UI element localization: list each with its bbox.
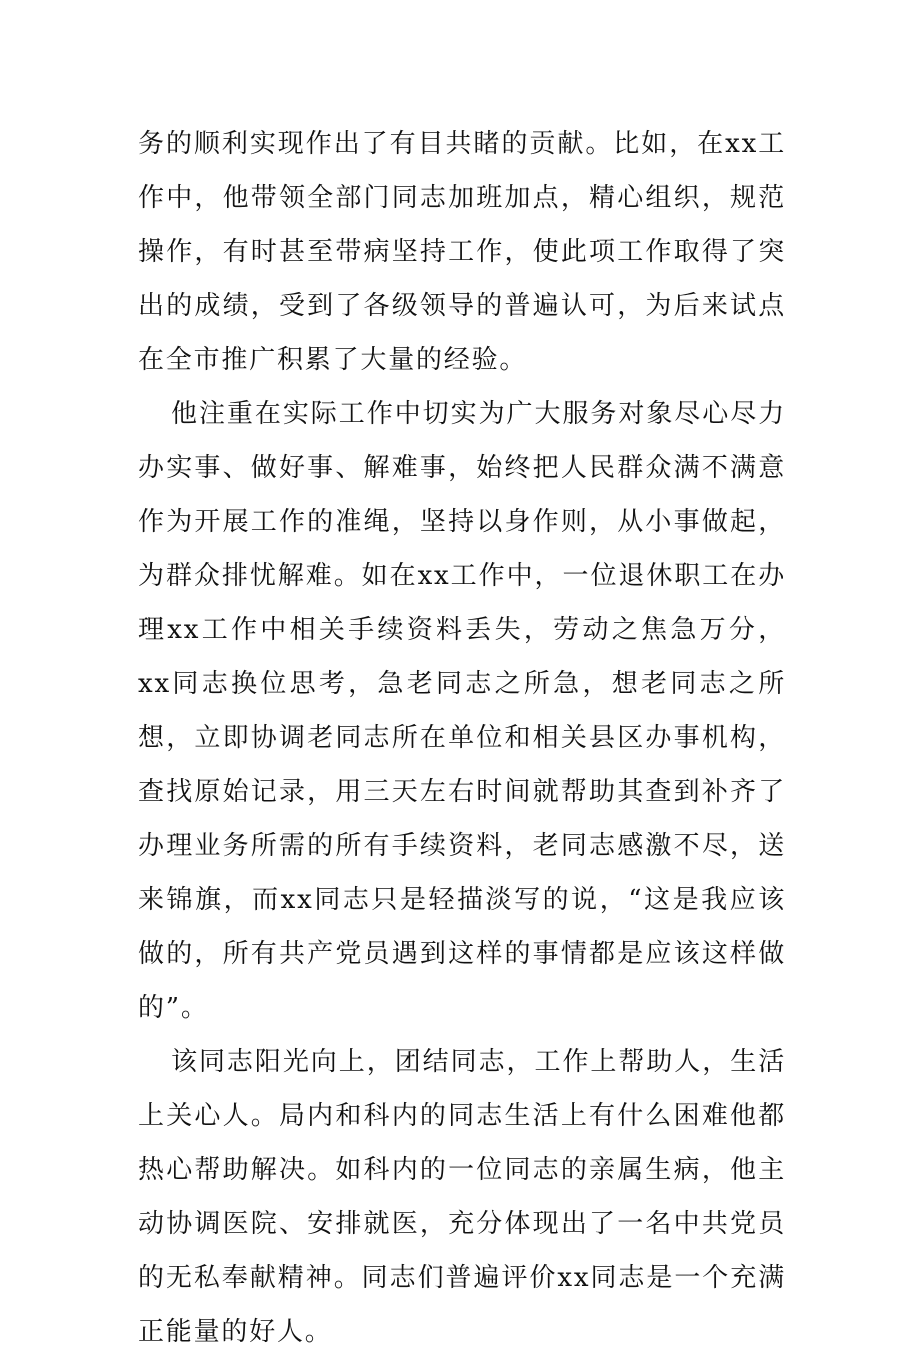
- document-body: [138, 117, 786, 1359]
- paragraph-unity: 该同志阳光向上，团结同志，工作上帮助人，生活上关心人。局内和科内的同志生活上有什么困难他都热心帮助解决。如科内的一位同志的亲属生病，他主动协调医院、安排就医，充分体现出了一名中共党员的无私奉献精神。同志们普遍评价xx同志是一个充满正能量的好人。: [138, 1047, 786, 1347]
- paragraph-continuation: 务的顺利实现作出了有目共睹的贡献。比如，在xx工作中，他带领全部门同志加班加点，精心组织，规范操作，有时甚至带病坚持工作，使此项工作取得了突出的成绩，受到了各级领导的普遍认可，为后来试点在全市推广积累了大量的经验。: [138, 129, 786, 375]
- paragraph-service: 他注重在实际工作中切实为广大服务对象尽心尽力办实事、做好事、解难事，始终把人民群众满不满意作为开展工作的准绳，坚持以身作则，从小事做起，为群众排忧解难。如在xx工作中，一位退休职工在办理xx工作中相关手续资料丢失，劳动之焦急万分，xx同志换位思考，急老同志之所急，想老同志之所想，立即协调老同志所在单位和相关县区办事机构，查找原始记录，用三天左右时间就帮助其查到补齐了办理业务所需的所有手续资料，老同志感激不尽，送来锦旗，而xx同志只是轻描淡写的说，“这是我应该做的，所有共产党员遇到这样的事情都是应该这样做的”。: [138, 399, 786, 1023]
